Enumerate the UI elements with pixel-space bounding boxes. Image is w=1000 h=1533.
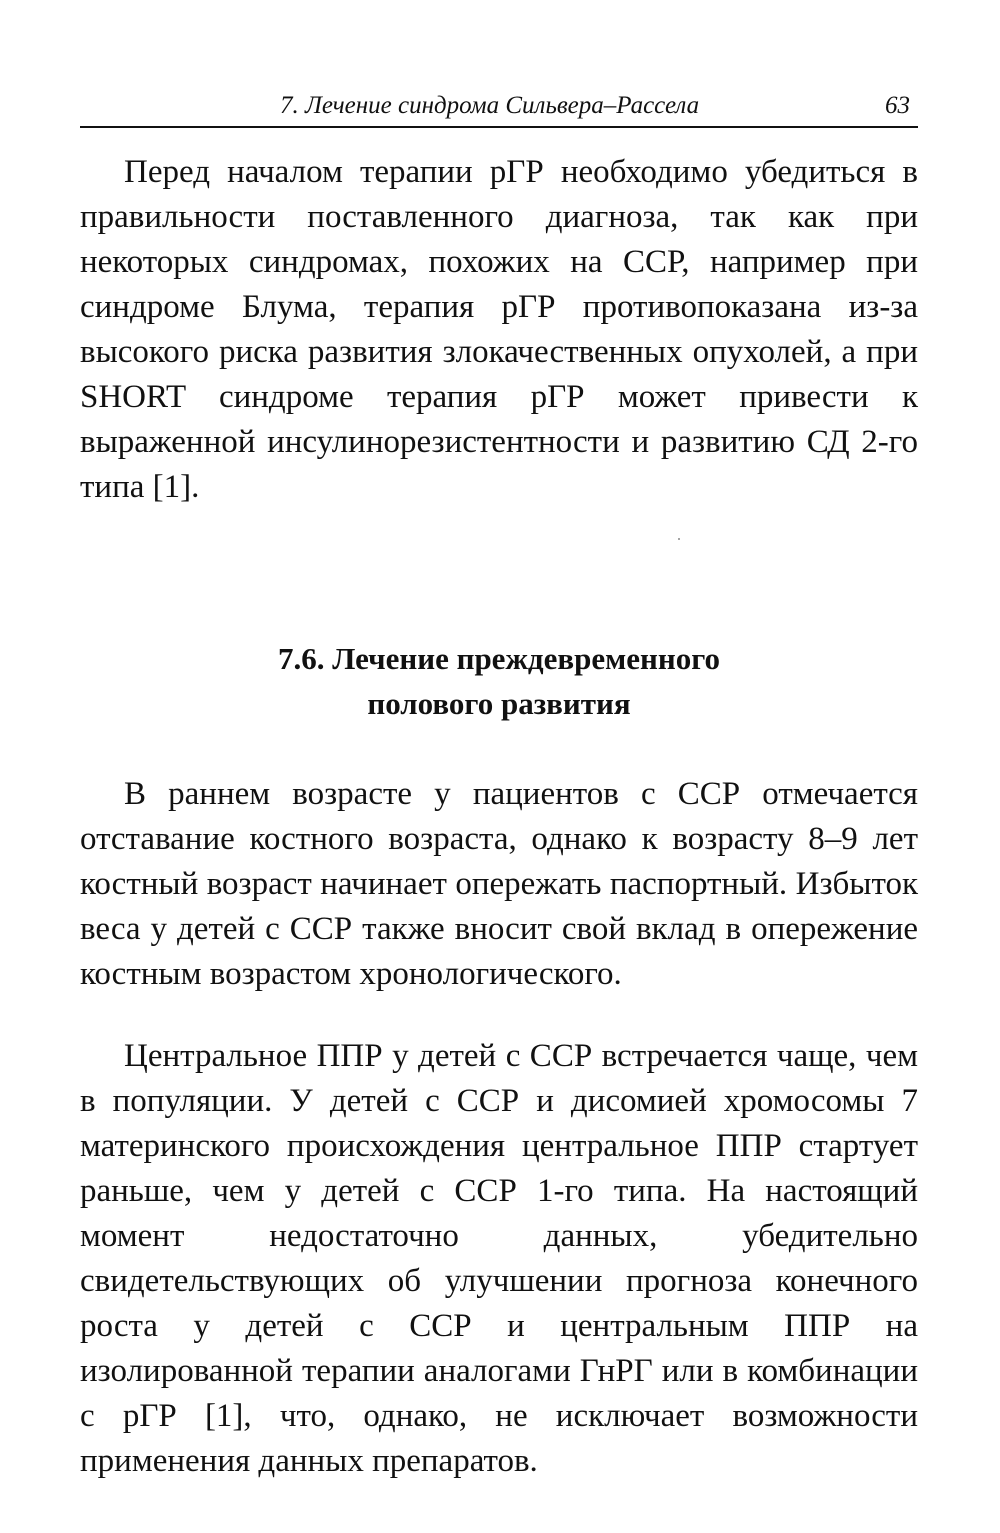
running-title: 7. Лечение синдрома Сильвера–Рассела [280,92,700,119]
running-header [80,86,918,128]
page-number: 63 [885,92,910,119]
paragraph-bone-age: В раннем возрасте у пациентов с ССР отмечается отставание костного возраста, однако к возрасту 8–9 лет костный возраст начинает опережать паспортный. Избыток веса у детей с ССР также вносит свой вклад в опережение костным возрастом хронологического. [80,776,918,992]
paragraph-central-ppr: Центральное ППР у детей с ССР встречается чаще, чем в популяции. У детей с ССР и дисомией хромосомы 7 материнского происхождения центральное ППР стартует раньше, чем у детей с ССР 1-го типа. На настоящий момент недостаточно данных, убедительно свидетельствующих об улучшении прогноза конечного роста у детей с ССР и центральным ППР на изолированной терапии аналогами ГнРГ или в комбинации с рГР [1], что, однако, не исключает возможности применения данных препаратов. [80,1038,918,1479]
print-speck [678,538,680,540]
book-page [80,0,918,1533]
paragraph-therapy-contraindications: Перед началом терапии рГР необходимо убедиться в правильности поставленного диагноза, так как при некоторых синдромах, похожих на ССР, например при синдроме Блума, терапия рГР противопоказана из-за высокого риска развития злокачественных опухолей, а при SHORT синдроме терапия рГР может привести к выраженной инсулинорезистентности и развитию СД 2-го типа [1]. [80,154,918,505]
section-heading-line-2: полового развития [367,686,631,721]
section-heading [80,636,918,726]
section-heading-line-1: 7.6. Лечение преждевременного [277,641,721,676]
